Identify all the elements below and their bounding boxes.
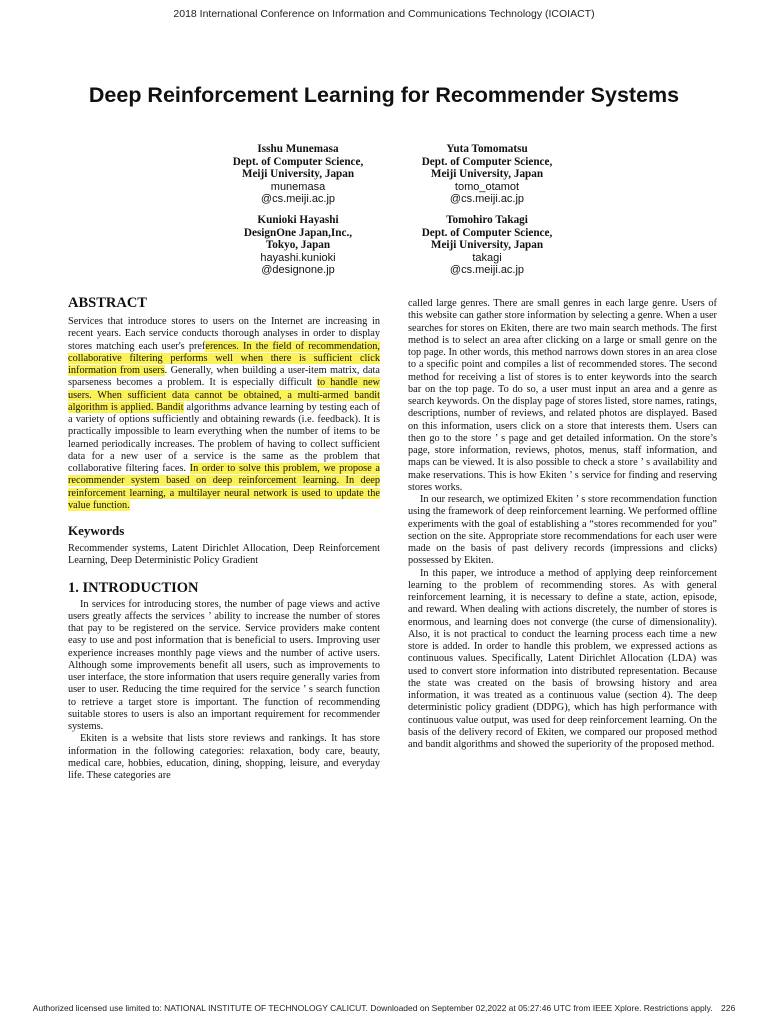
footer xyxy=(0,1003,768,1013)
body-paragraph: In this paper, we introduce a method of applying deep reinforcement learning to the problem of recommending stores. As with general reinforcement learning, it is necessary to define a state, action, episode, and reward. When dealing with actions discretely, the number of stores is enormous, and learning does not converge (the curse of dimensionality). Also, it is not practical to conduct the learning process each time a new store is added. In order to handle this problem, we expressed actions as continuous values. Specifically, Latent Dirichlet Allocation (LDA) was used to convert store information into distributed representation. Because the state was created on the basis of browsing history and area information, it was treated as a continuous value (section 4). The deep deterministic policy gradient (DDPG), which has high performance with continuous value output, was used for deep reinforcement learning. On the basis of the delivery record of Ekiten, we compared our proposed method and bandit algorithms and showed the superiority of the proposed method. xyxy=(408,567,717,750)
author-affiliation: Tokyo, Japan xyxy=(265,239,331,252)
author-name: Isshu Munemasa xyxy=(257,143,339,155)
abstract-heading: ABSTRACT xyxy=(68,295,147,311)
introduction-paragraph: In services for introducing stores, the number of page views and active users greatly affects the services ’ ability to increase the number of stores that pay to be registered on the service. Service providers make content easy to use and post information that is beneficial to users. Improving user experience increases monthly page views and the number of active users. Although some improvements benefit all users, such as improvements to user interface, the store information that users require generally varies from user to user. Reducing the time required for the service ’ s search function to retrieve a target store is important. The function of recommending suitable stores to users is also an important requirement for recommender systems. xyxy=(68,598,380,732)
abstract-text-part: . Generally, when building a user-item matrix, data sparseness becomes a problem. It is especially difficult xyxy=(68,365,380,389)
author-email: takagi xyxy=(472,251,502,264)
author-affiliation: Dept. of Computer Science, xyxy=(421,226,553,239)
paper-title: Deep Reinforcement Learning for Recommender Systems xyxy=(88,83,680,107)
author-affiliation: DesignOne Japan,Inc., xyxy=(243,226,353,239)
author-name: Kunioki Hayashi xyxy=(257,214,339,226)
author-affiliation: Dept. of Computer Science, xyxy=(232,155,364,168)
author-affiliation: Meiji University, Japan xyxy=(430,168,544,181)
author-affiliation: Dept. of Computer Science, xyxy=(421,155,553,168)
author-email: munemasa xyxy=(270,180,326,193)
license-notice: Authorized licensed use limited to: NATIONAL INSTITUTE OF TECHNOLOGY CALICUT. Downloaded on September 02,2022 at 05:27:46 UTC from IEEE Xplore. Restrictions apply. xyxy=(32,1003,713,1013)
author-email: @cs.meiji.ac.jp xyxy=(449,264,525,277)
author-email: @cs.meiji.ac.jp xyxy=(260,193,336,206)
author-name: Yuta Tomomatsu xyxy=(446,143,528,155)
keywords-text: Recommender systems, Latent Dirichlet Allocation, Deep Reinforcement Learning, Deep Deterministic Policy Gradient xyxy=(68,543,380,567)
author-email: hayashi.kunioki xyxy=(260,251,336,264)
author-email: @cs.meiji.ac.jp xyxy=(449,193,525,206)
author-email: tomo_otamot xyxy=(454,180,520,193)
right-column xyxy=(408,298,717,751)
abstract-highlight: to handle new users. When sufficient data cannot be obtained, a multi-armed bandit algorithm is applied. Bandit xyxy=(68,377,380,413)
author-affiliation: Meiji University, Japan xyxy=(241,168,355,181)
introduction-heading: 1. INTRODUCTION xyxy=(68,579,199,596)
author-block xyxy=(203,214,393,277)
left-column xyxy=(68,294,380,782)
introduction-paragraph: Ekiten is a website that lists store reviews and rankings. It has store information in the following categories: relaxation, body care, beauty, medical care, hobbies, education, dining, shopping, leisure, and everyday life. These categories are xyxy=(68,733,380,781)
author-block xyxy=(392,214,582,277)
abstract-text-part: Services that introduce stores to users on the Internet are increasing in recent years. Each service conducts thorough analyses in order to display stores matching each user's pref xyxy=(68,316,380,352)
author-block xyxy=(203,143,393,206)
author-name: Tomohiro Takagi xyxy=(446,214,528,226)
author-block xyxy=(392,143,582,206)
author-email: @designone.jp xyxy=(261,264,335,277)
body-paragraph: In our research, we optimized Ekiten ’ s store recommendation function using the framework of deep reinforcement learning. We performed offline experiments with the goal of establishing a “stores recommended for you” section on the site. Appropriate store recommendations for each user were made on the basis of past delivery records (impressions and clicks) possessed by Ekiten. xyxy=(408,494,717,567)
abstract-highlight: In order to solve this problem, we propose a recommender system based on deep reinforcement learning. In deep reinforcement learning, a multilayer neural network is used to update the value function. xyxy=(68,463,381,511)
abstract-highlight: erences. In the field of recommendation, collaborative filtering performs well when there is sufficient click information from users xyxy=(68,340,381,376)
body-paragraph: called large genres. There are small genres in each large genre. Users of this website can gather store information by selecting a genre. When a user searches for stores on Ekiten, there are two main search methods. The first method is to select an area after clicking on a large or small genre on the top page. In other words, this method narrows down stores in an area close to a specific point and compiles a list of recommended stores. The second method for receiving a list of stores is to enter keywords into the search bar on the top page. To do so, a user must input an area and a genre as search keywords. On the display page of stores listed, store names, ratings, descriptions, number of reviews, and related photos are displayed. Based on this information, users click on a store that interests them. Users can then go to the store ’ s page and get detailed information. On the store’s page, store information, reviews, photos, menus, staff information, and maps can be viewed. It is also possible to check a store ’ s availability and make reservations. This is how Ekiten ’ s service for finding and reserving stores works. xyxy=(408,298,717,493)
abstract-text-part: algorithms advance learning by testing each of a variety of options sufficiently and obtaining rewards (i.e. feedback). It is practically impossible to learn everything when the number of items to be learned periodically increases. The problem of having to collect sufficient data for a new user of a service is the same as the problem that collaborative filtering faces. xyxy=(68,401,381,474)
conference-header: 2018 International Conference on Information and Communications Technology (ICOIACT) xyxy=(173,8,595,20)
abstract-text xyxy=(68,316,380,512)
author-affiliation: Meiji University, Japan xyxy=(430,239,544,252)
page-number: 226 xyxy=(721,1003,736,1013)
keywords-heading: Keywords xyxy=(68,523,125,538)
